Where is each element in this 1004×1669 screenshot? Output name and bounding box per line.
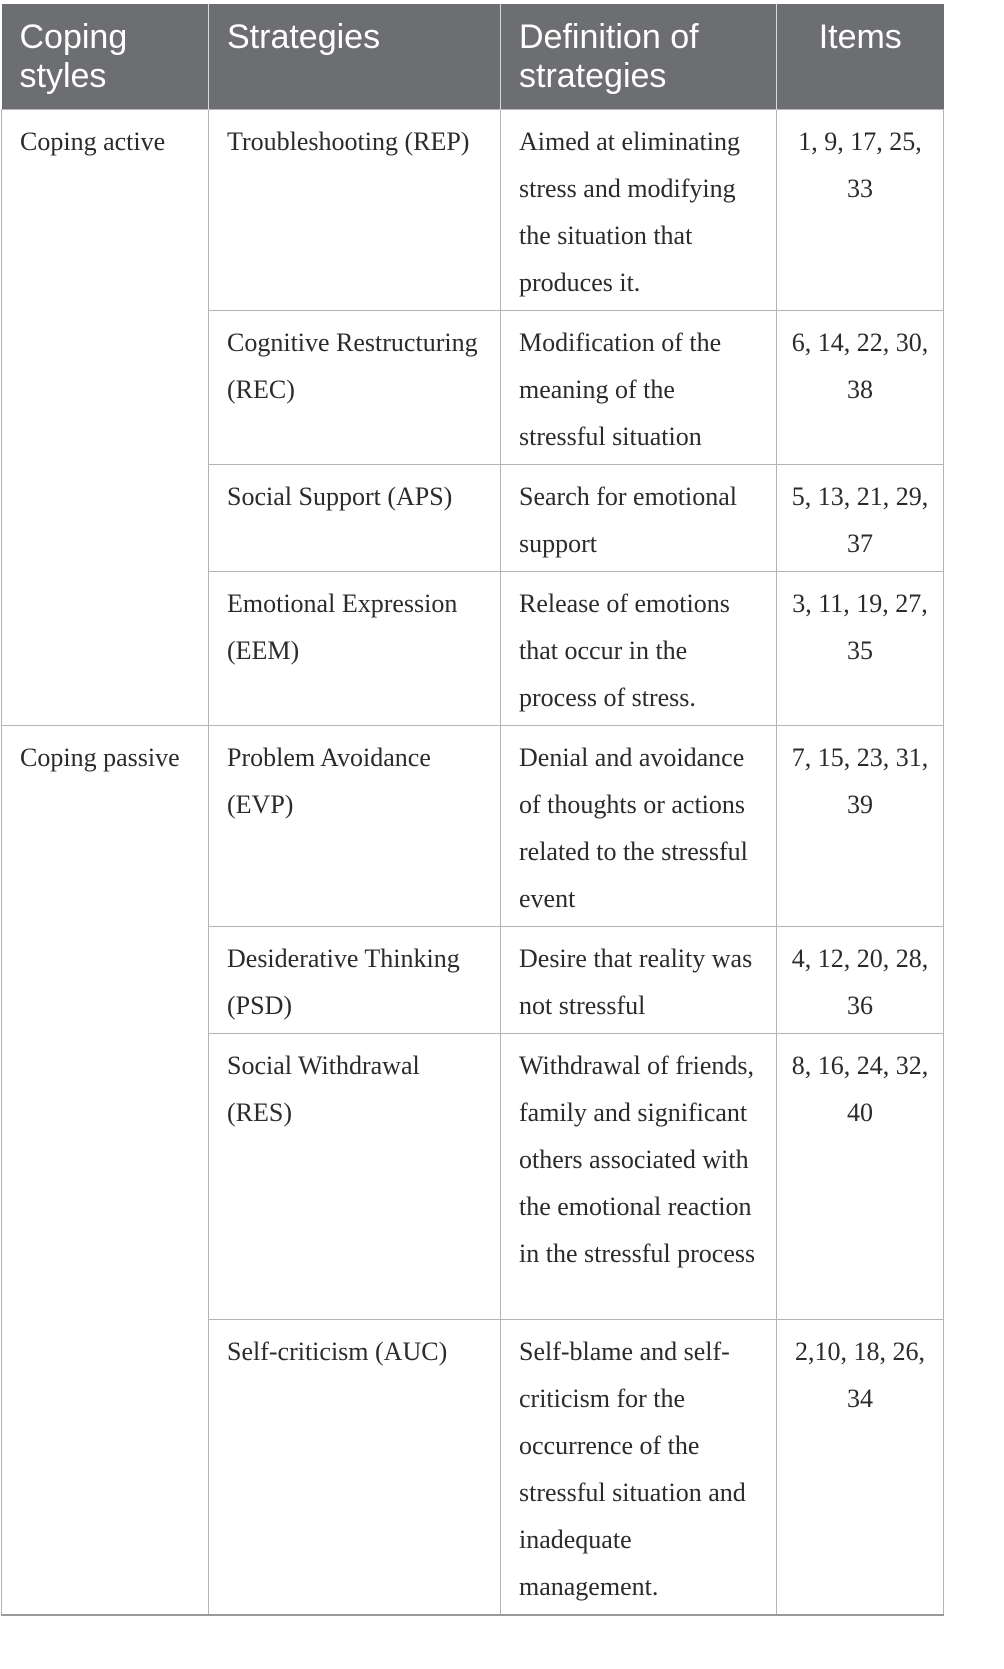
items-cell: 6, 14, 22, 30, 38 [777, 311, 944, 465]
definition-cell: Aimed at eliminating stress and modifying the situation that produces it. [501, 110, 777, 311]
header-coping-styles: Coping styles [2, 4, 209, 110]
items-cell: 2,10, 18, 26, 34 [777, 1320, 944, 1616]
strategy-cell: Troubleshooting (REP) [209, 110, 501, 311]
items-cell: 4, 12, 20, 28, 36 [777, 927, 944, 1034]
definition-cell: Modification of the meaning of the stressful situation [501, 311, 777, 465]
items-cell: 3, 11, 19, 27, 35 [777, 572, 944, 726]
definition-cell: Withdrawal of friends, family and significant others associated with the emotional reaction in the stressful process [501, 1034, 777, 1320]
strategy-cell: Desiderative Thinking (PSD) [209, 927, 501, 1034]
header-strategies: Strategies [209, 4, 501, 110]
items-cell: 5, 13, 21, 29, 37 [777, 465, 944, 572]
definition-cell: Search for emotional support [501, 465, 777, 572]
strategy-cell: Social Withdrawal (RES) [209, 1034, 501, 1320]
table-body [2, 110, 944, 1616]
table-row [2, 110, 944, 311]
items-cell: 7, 15, 23, 31, 39 [777, 726, 944, 927]
items-cell: 1, 9, 17, 25, 33 [777, 110, 944, 311]
definition-cell: Release of emotions that occur in the process of stress. [501, 572, 777, 726]
strategy-cell: Emotional Expression (EEM) [209, 572, 501, 726]
table-header [2, 4, 944, 110]
definition-cell: Denial and avoidance of thoughts or actions related to the stressful event [501, 726, 777, 927]
strategy-cell: Social Support (APS) [209, 465, 501, 572]
header-items: Items [777, 4, 944, 110]
coping-strategies-table [1, 4, 944, 1616]
definition-cell: Desire that reality was not stressful [501, 927, 777, 1034]
strategy-cell: Problem Avoidance (EVP) [209, 726, 501, 927]
coping-style-cell: Coping passive [2, 726, 209, 1616]
definition-cell: Self-blame and self-criticism for the occurrence of the stressful situation and inadequate management. [501, 1320, 777, 1616]
coping-style-cell: Coping active [2, 110, 209, 726]
table-row [2, 726, 944, 927]
items-cell: 8, 16, 24, 32, 40 [777, 1034, 944, 1320]
strategy-cell: Cognitive Restructuring (REC) [209, 311, 501, 465]
strategy-cell: Self-criticism (AUC) [209, 1320, 501, 1616]
header-definition: Definition of strategies [501, 4, 777, 110]
header-row [2, 4, 944, 110]
